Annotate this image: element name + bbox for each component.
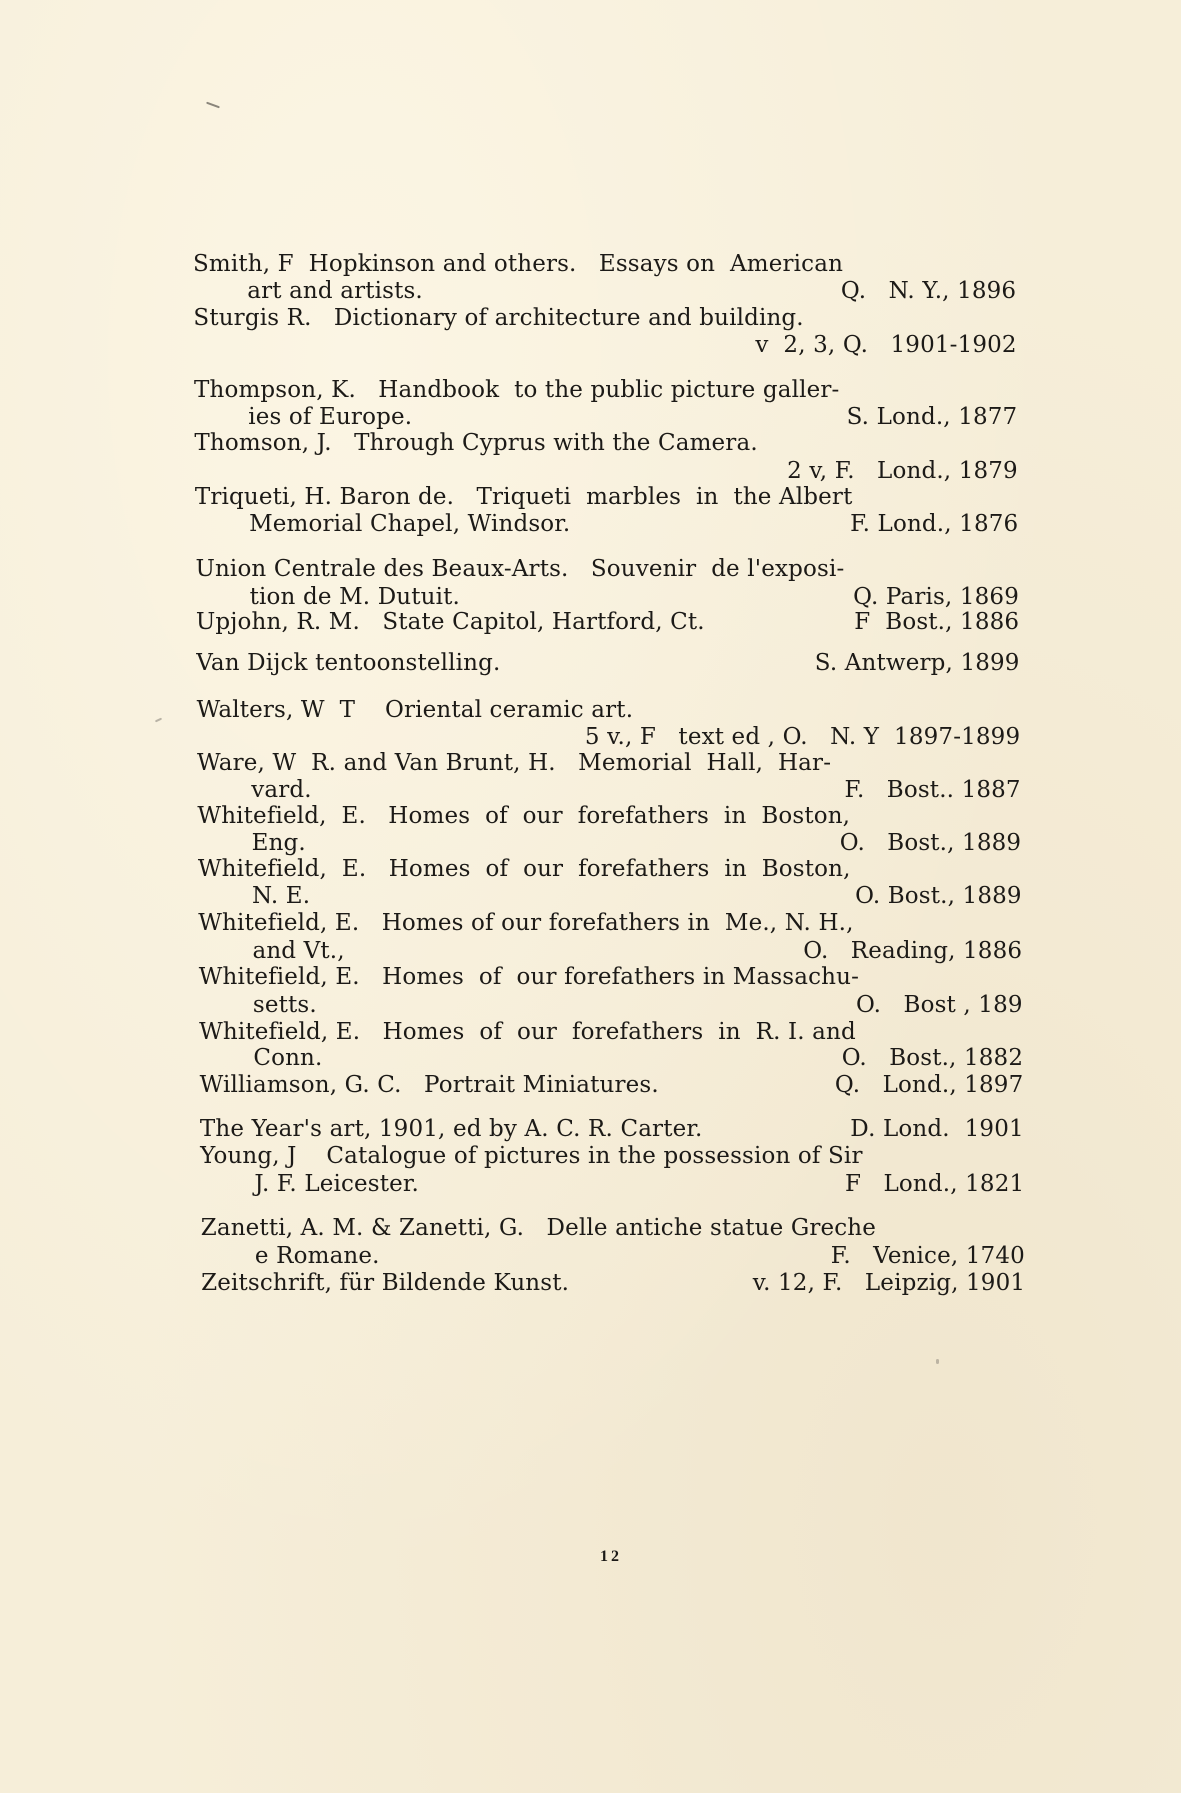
- entry-line: [199, 963, 1023, 991]
- entry-line: [196, 608, 1019, 636]
- entry-imprint: 5 v., F text ed , O. N. Y 1897-1899: [584, 724, 1021, 750]
- entry-line: [201, 1214, 1025, 1242]
- entry-continuation-line: [194, 403, 1017, 431]
- entry-line: [200, 1142, 1024, 1170]
- entry-continuation-line: [197, 723, 1020, 751]
- entry-imprint: O. Bost , 189: [856, 992, 1023, 1018]
- entry-line: [193, 250, 1016, 278]
- entry-continuation-line: [194, 331, 1017, 359]
- entry-text-continued: tion de M. Dutuit.: [249, 584, 460, 610]
- entry-text-continued: vard.: [251, 777, 312, 803]
- entry-text: Whitefield, E. Homes of our forefathers in Massachu-: [198, 964, 859, 990]
- entry-continuation-line: [198, 882, 1022, 910]
- entry-imprint: F. Venice, 1740: [830, 1243, 1025, 1269]
- entry-imprint: O. Reading, 1886: [803, 938, 1023, 964]
- entry-line: [198, 855, 1022, 883]
- entry-text: Whitefield, E. Homes of our forefathers in Boston,: [197, 856, 851, 882]
- entry-imprint: S. Lond., 1877: [846, 404, 1018, 430]
- entry-imprint: F. Lond., 1876: [850, 511, 1019, 537]
- entry-line: [200, 1115, 1024, 1143]
- stray-mark: [936, 1359, 939, 1364]
- entry-text: Whitefield, E. Homes of our forefathers in R. I. and: [199, 1019, 856, 1045]
- entry-imprint: S. Antwerp, 1899: [814, 650, 1020, 676]
- entry-imprint: Q. Lond., 1897: [834, 1072, 1024, 1098]
- entry-continuation-line: [198, 937, 1022, 965]
- entry-text: Union Centrale des Beaux-Arts. Souvenir de l'exposi-: [195, 556, 845, 582]
- entry-imprint: Q. N. Y., 1896: [840, 278, 1017, 304]
- entry-text-continued: art and artists.: [247, 278, 423, 304]
- entry-continuation-line: [198, 829, 1022, 857]
- entry-text: Sturgis R. Dictionary of architecture and building.: [193, 305, 804, 331]
- entry-imprint: F Lond., 1821: [845, 1171, 1025, 1197]
- entry-line: [199, 1018, 1023, 1046]
- entry-text: Thompson, K. Handbook to the public picture galler-: [194, 377, 840, 403]
- entry-line: [197, 696, 1020, 724]
- entry-text: Thomson, J. Through Cyprus with the Camera.: [194, 430, 758, 456]
- entry-continuation-line: [199, 1044, 1023, 1072]
- entry-line: [197, 802, 1021, 830]
- entry-imprint: O. Bost., 1882: [841, 1045, 1024, 1071]
- entry-imprint: O. Bost., 1889: [839, 830, 1022, 856]
- entry-text: Upjohn, R. M. State Capitol, Hartford, Ct.: [195, 609, 705, 635]
- entry-continuation-line: [193, 277, 1016, 305]
- entry-line: [193, 304, 1016, 332]
- entry-text-continued: Eng.: [251, 830, 306, 856]
- entry-line: [197, 749, 1020, 777]
- entry-text: Ware, W R. and Van Brunt, H. Memorial Hall, Har-: [196, 750, 832, 776]
- entry-line: [201, 1269, 1025, 1297]
- entry-imprint: v 2, 3, Q. 1901-1902: [755, 332, 1017, 358]
- entry-continuation-line: [197, 776, 1021, 804]
- entry-text: The Year's art, 1901, ed by A. C. R. Carter.: [199, 1116, 703, 1142]
- entry-text: Zanetti, A. M. & Zanetti, G. Delle antiche statue Greche: [200, 1215, 876, 1241]
- entry-continuation-line: [195, 510, 1018, 538]
- entry-imprint: D. Lond. 1901: [850, 1116, 1024, 1142]
- entry-line: [195, 483, 1018, 511]
- stray-mark: [155, 718, 162, 723]
- entry-text-continued: J. F. Leicester.: [254, 1171, 419, 1197]
- entry-text: Van Dijck tentoonstelling.: [196, 650, 501, 676]
- entry-imprint: F Bost., 1886: [854, 609, 1020, 635]
- entry-imprint: O. Bost., 1889: [855, 883, 1022, 909]
- entry-continuation-line: [200, 1170, 1024, 1198]
- entry-text: Whitefield, E. Homes of our forefathers in Me., N. H.,: [198, 910, 854, 936]
- entry-imprint: 2 v, F. Lond., 1879: [787, 458, 1018, 484]
- entry-line: [200, 1071, 1024, 1099]
- entry-line: [194, 429, 1017, 457]
- entry-text: Young, J Catalogue of pictures in the possession of Sir: [200, 1143, 863, 1169]
- entry-text-continued: Memorial Chapel, Windsor.: [249, 511, 571, 537]
- stray-mark: [206, 102, 220, 109]
- entry-imprint: Q. Paris, 1869: [853, 584, 1019, 610]
- entry-text-continued: e Romane.: [254, 1243, 380, 1269]
- entry-continuation-line: [201, 1242, 1025, 1270]
- entry-text: Triqueti, H. Baron de. Triqueti marbles in the Albert: [194, 484, 853, 510]
- entry-imprint: F. Bost.. 1887: [844, 777, 1021, 803]
- entry-line: [194, 376, 1017, 404]
- entry-text: Williamson, G. C. Portrait Miniatures.: [199, 1072, 659, 1098]
- page-number: 12: [600, 1548, 622, 1565]
- entry-text-continued: and Vt.,: [252, 938, 345, 964]
- entry-line: [195, 555, 1018, 583]
- entry-text-continued: setts.: [252, 992, 317, 1018]
- entry-text: Whitefield, E. Homes of our forefathers in Boston,: [197, 803, 851, 829]
- entry-text-continued: ies of Europe.: [248, 404, 413, 430]
- entry-line: [196, 649, 1019, 677]
- entry-text-continued: Conn.: [253, 1045, 323, 1071]
- entry-text: Smith, F Hopkinson and others. Essays on American: [193, 251, 844, 277]
- entry-continuation-line: [195, 457, 1018, 485]
- entry-imprint: v. 12, F. Leipzig, 1901: [752, 1270, 1026, 1296]
- entry-continuation-line: [196, 583, 1019, 611]
- entry-text: Zeitschrift, für Bildende Kunst.: [201, 1270, 570, 1296]
- entry-text-continued: N. E.: [252, 883, 311, 909]
- entry-text: Walters, W T Oriental ceramic art.: [196, 697, 634, 723]
- entry-line: [198, 909, 1022, 937]
- entry-continuation-line: [199, 991, 1023, 1019]
